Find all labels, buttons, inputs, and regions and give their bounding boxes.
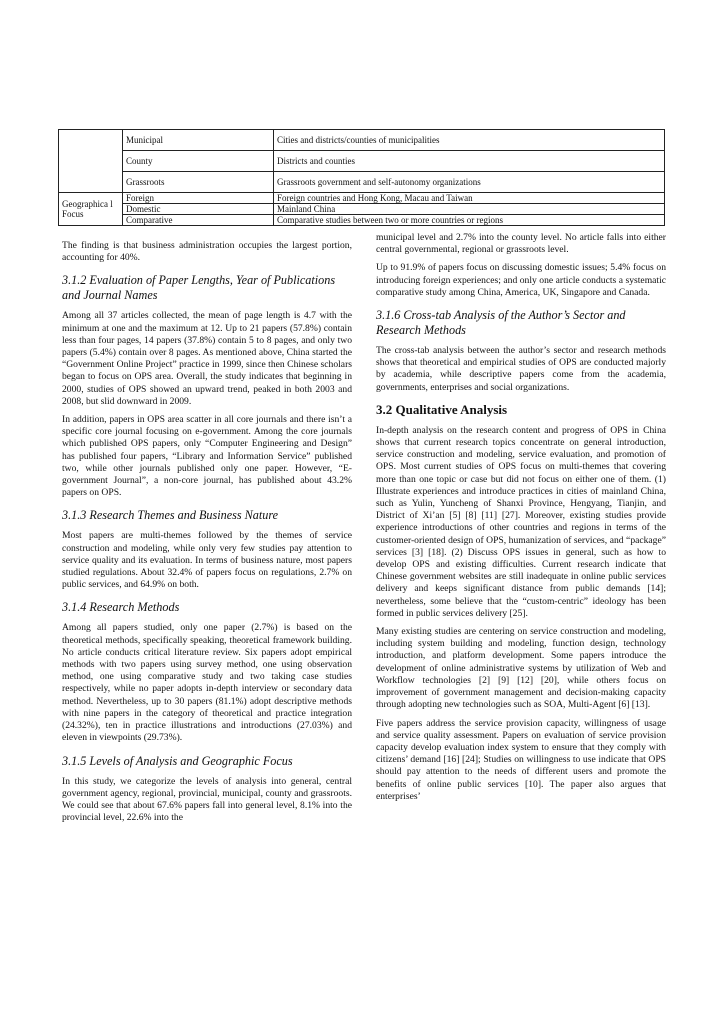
themes-paragraph: Most papers are multi-themes followed by the themes of service construction and modeling, while only very few studies pay attention to service quality and its evaluation. In terms of business nature, most papers studied regulations. About 32.4% of papers focus on regulations, 2.7% on public services, and 64.9% on both. [62, 530, 352, 591]
table-row [59, 193, 665, 204]
paper-lengths-paragraph: Among all 37 articles collected, the mean of page length is 4.7 with the minimum at one and the maximum at 12. Up to 21 papers (57.8%) contain less than four pages, 14 papers (37.8%) contain 5 to 8 pages, and only two papers (5.4%) contain over 8 pages. As mentioned above, China started the “Government Online Project” practice in 1999, since then Chinese scholars began to focus on OPS area. Overall, the study indicates that beginning in 2000, studies of OPS showed an upward trend, peaked in both 2003 and 2008, but slid downward in 2009. [62, 310, 352, 407]
table-cell-description: Cities and districts/counties of municipalities [274, 130, 665, 151]
levels-paragraph: In this study, we categorize the levels of analysis into general, central government agency, regional, provincial, municipal, county and grassroots. We could see that about 67.6% papers fall into general level, 8.1% into the provincial level, 22.6% into the [62, 775, 352, 824]
qualitative-paragraph-2: Many existing studies are centering on service construction and modeling, including system building and modeling, function design, technology introduction, and platform development. Some papers introduce the development of online administrative systems by utilization of Web and Workflow technologies [2] [9] [12] [20], while others focus on improvement of government management and decision-making capacity through adopting new technologies such as SOA, Multi-Agent [6] [13]. [376, 626, 666, 711]
table-cell-category: Foreign [123, 193, 274, 204]
classification-table [58, 129, 665, 226]
methods-paragraph: Among all papers studied, only one paper (2.7%) is based on the theoretical methods, specifically speaking, theoretical framework building. No article conducts critical literature review. Six papers adopt empirical methods with two papers using survey method, one using observation method, one using comparative study and two taking case studies respectively, while no paper adopts in-depth interview or secondary data method. Nevertheless, up to 30 papers (81.1%) adopt descriptive methods with nine papers in the category of theoretical and practice integration (24.32%), ten in practice illustrations and introductions (27.03%) and eleven in viewpoints (29.73%). [62, 622, 352, 744]
table-cell-category: Domestic [123, 204, 274, 215]
table-cell-category: Comparative [123, 215, 274, 226]
finding-paragraph: The finding is that business administration occupies the largest portion, accounting for 40%. [62, 240, 352, 264]
journals-paragraph: In addition, papers in OPS area scatter in all core journals and there isn’t a specific core journal focusing on e-government. Among the core journals which published OPS papers, only “Computer Engineering and Design” has published four papers, “Library and Information Service” published two, while other journals published only one paper. However, “E-government Journal”, a non-core journal, has published about 43.2% papers on OPS. [62, 414, 352, 499]
table-cell-category: Grassroots [123, 172, 274, 193]
table-cell-description: Districts and counties [274, 151, 665, 172]
heading-3-1-6: 3.1.6 Cross-tab Analysis of the Author’s Sector and Research Methods [376, 308, 626, 338]
table-row [59, 130, 665, 151]
crosstab-paragraph: The cross-tab analysis between the author’s sector and research methods shows that theoretical and empirical studies of OPS are conducted majorly by academia, while descriptive papers come from the academia, governments, enterprises and social organizations. [376, 345, 666, 393]
right-column [376, 232, 666, 809]
table-row [59, 204, 665, 215]
geographic-paragraph: Up to 91.9% of papers focus on discussing domestic issues; 5.4% focus on introducing foreign experiences; and only one article conducts a systematic comparative study among China, America, UK, Singapore and Canada. [376, 262, 666, 298]
left-column [62, 240, 352, 830]
table-cell-description: Mainland China [274, 204, 665, 215]
table-row [59, 215, 665, 226]
table-cell-category: County [123, 151, 274, 172]
table-cell-description: Comparative studies between two or more countries or regions [274, 215, 665, 226]
heading-3-1-2: 3.1.2 Evaluation of Paper Lengths, Year of Publications and Journal Names [62, 273, 336, 303]
table-cell-description: Grassroots government and self-autonomy organizations [274, 172, 665, 193]
heading-3-2: 3.2 Qualitative Analysis [376, 401, 508, 417]
qualitative-paragraph-1: In-depth analysis on the research content and progress of OPS in China shows that current research topics concentrate on general introduction, service construction and modeling, service evaluation, and promotion of OPS. Most current studies of OPS focus on multi-themes that covering more than one topic or case but did not focus on either one of them. (1) Illustrate experiences and introduce practices in cities of mainland China, such as Yulin, Yuncheng of Shanxi Province, Hengyang, Tianjin, and District of Xi’an [5] [8] [11] [27]. Moreover, existing studies provide experience introductions of other countries and regions in terms of the customer-oriented design of OPS, humanization of services, and “package” services [3] [18]. (2) Discuss OPS issues in general, such as how to develop OPS and existing difficulties. Current research indicate that Chinese government websites are still inadequate in online public services delivery and keeps significant distance from public demands [14]; nevertheless, some believe that the “custom-centric” ideology has been formed in public services delivery [25]. [376, 424, 666, 619]
table-cell-dimension [59, 151, 123, 172]
table-cell-description: Foreign countries and Hong Kong, Macau and Taiwan [274, 193, 665, 204]
table-row [59, 172, 665, 193]
table-cell-category: Municipal [123, 130, 274, 151]
heading-3-1-5: 3.1.5 Levels of Analysis and Geographic Focus [62, 753, 293, 768]
table-cell-dimension [59, 172, 123, 193]
table-cell-dimension: Geographica l Focus [59, 193, 123, 226]
heading-3-1-4: 3.1.4 Research Methods [62, 600, 180, 615]
table-row [59, 151, 665, 172]
heading-3-1-3: 3.1.3 Research Themes and Business Nature [62, 508, 279, 523]
qualitative-paragraph-3: Five papers address the service provision capacity, willingness of usage and service quality assessment. Papers on evaluation of service provision capacity develop evaluation index system to ensure that they comply with citizens’ demand [16] [24]; Studies on willingness to use indicate that OPS should pay attention to the needs of different users and promote the benefits of online public services [10]. The paper also argues that enterprises’ [376, 717, 666, 802]
levels-continued-paragraph: municipal level and 2.7% into the county level. No article falls into either central governmental, regional or grassroots level. [376, 232, 666, 256]
table-cell-dimension [59, 130, 123, 151]
